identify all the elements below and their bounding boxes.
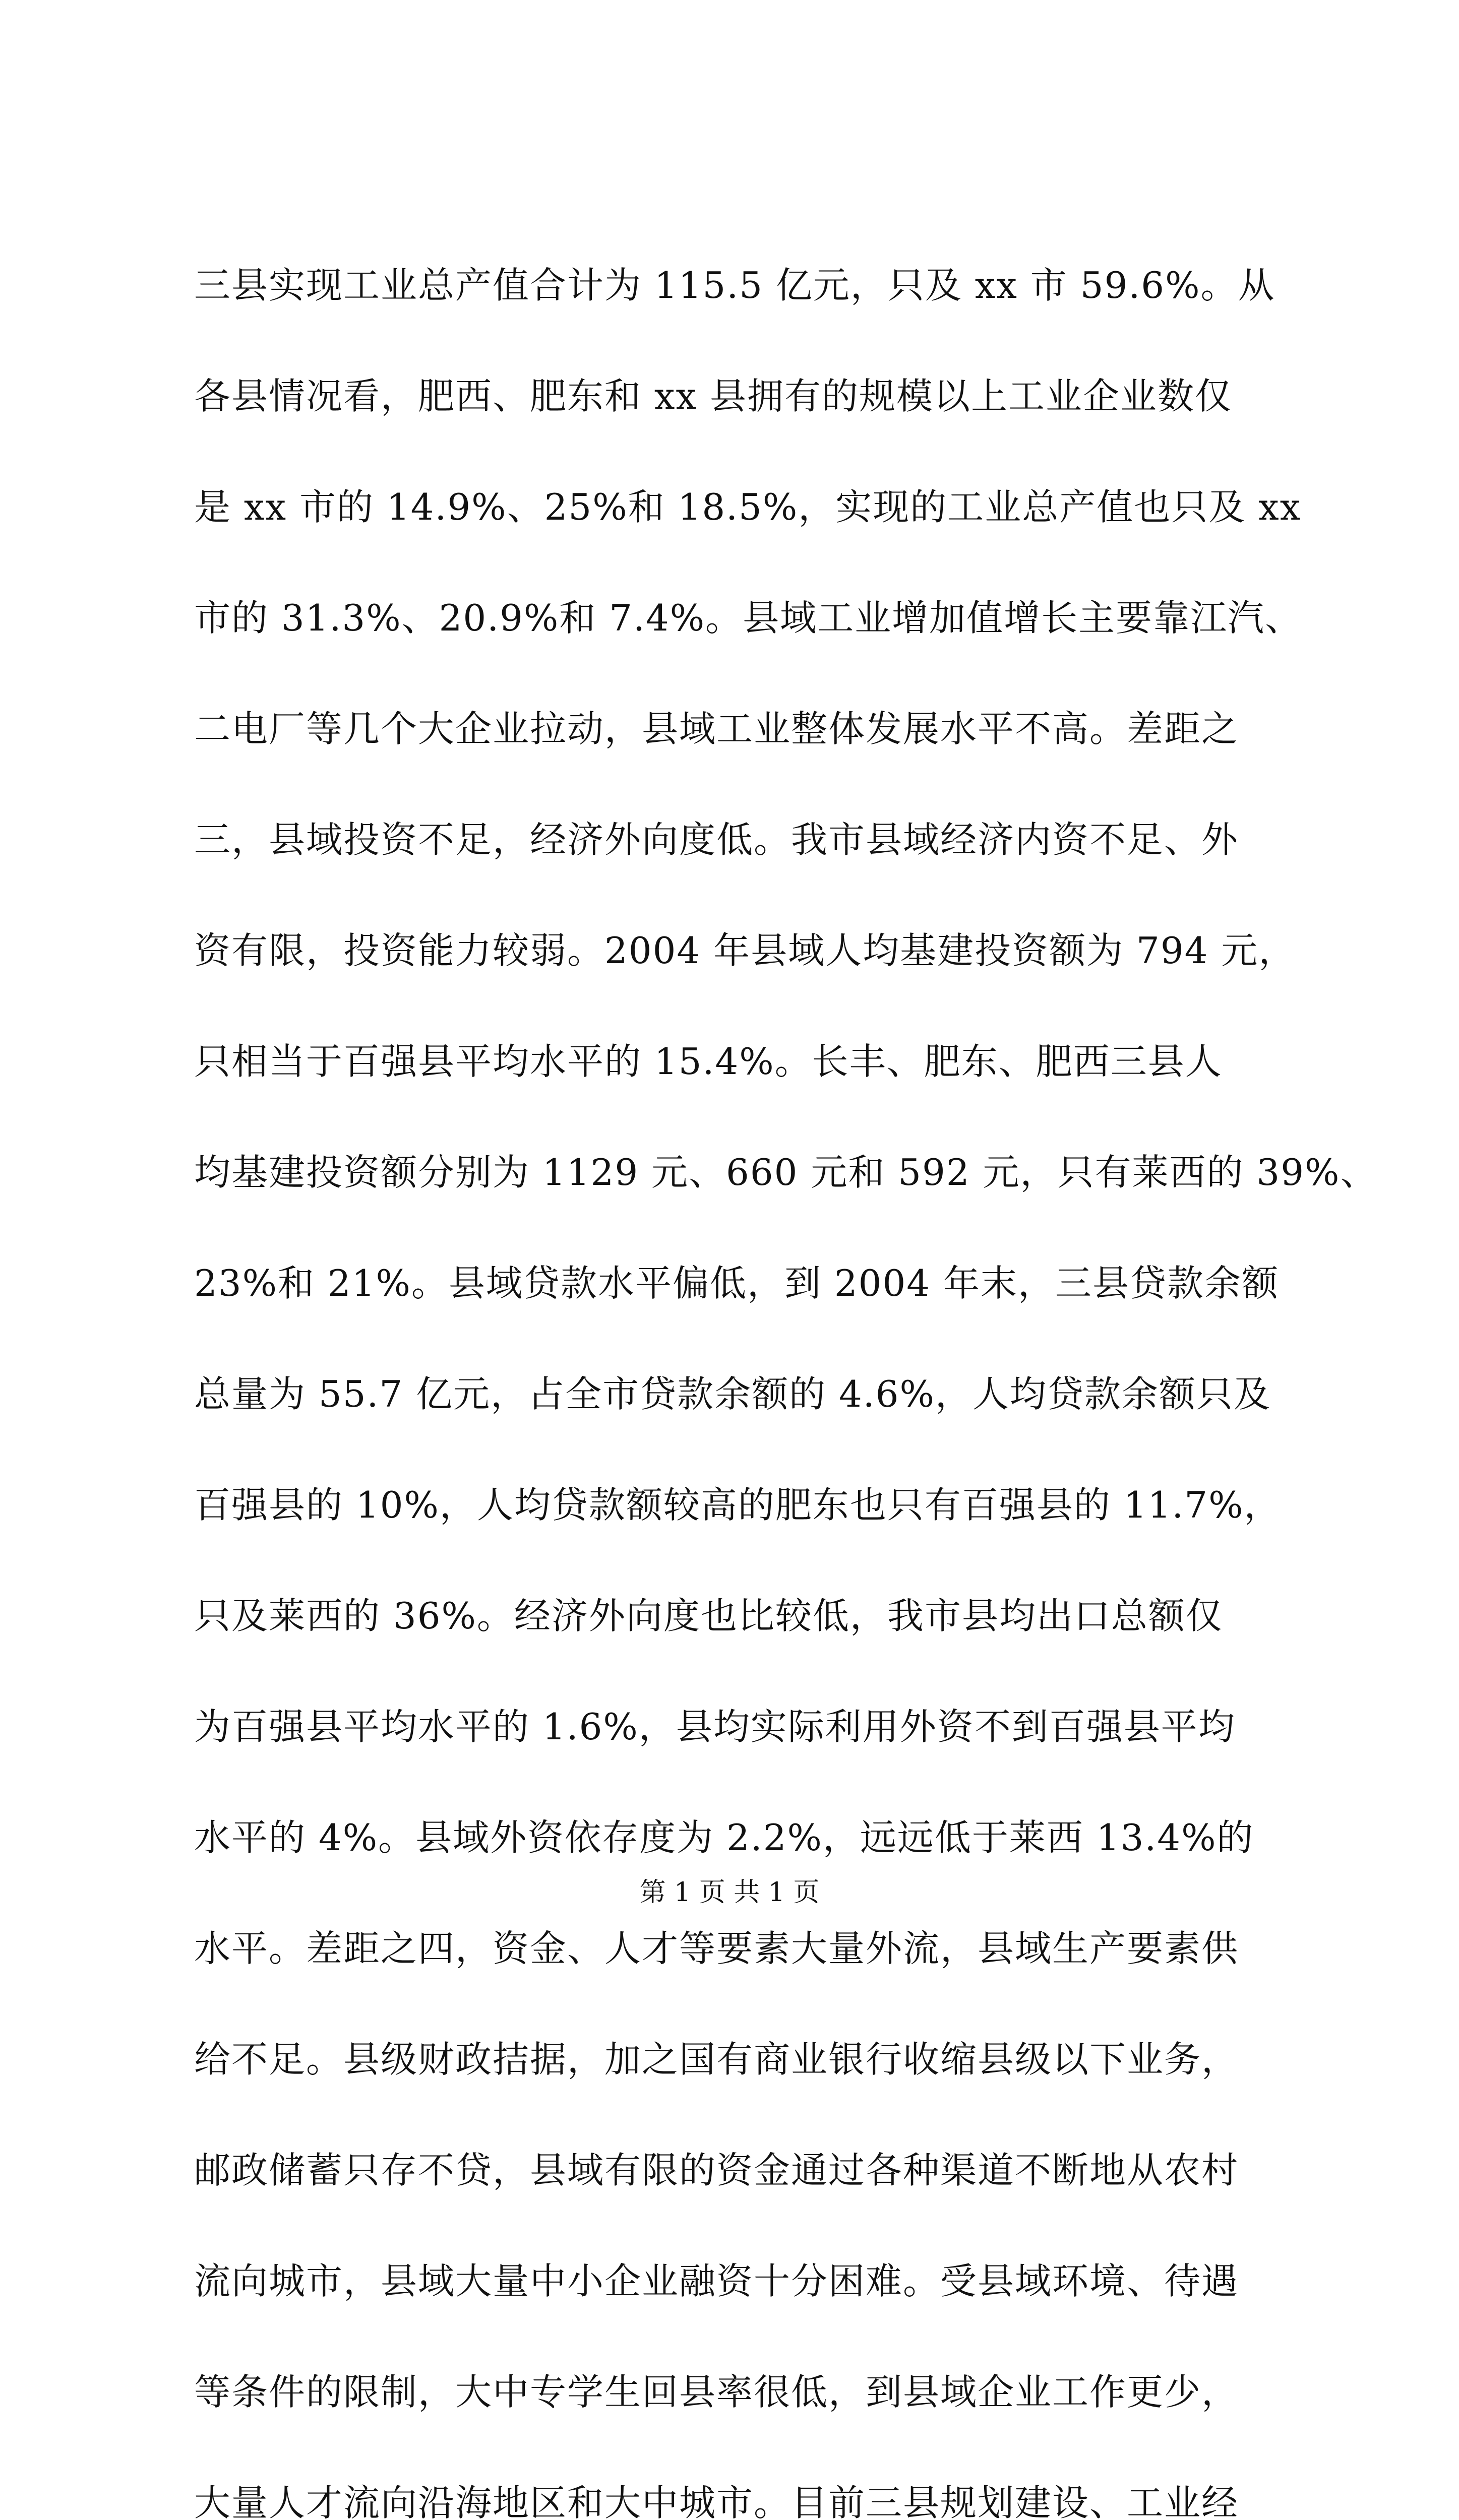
body-text — [194, 264, 1378, 2520]
text-line: 只相当于百强县平均水平的 15.4%。长丰、肥东、肥西三县人 — [194, 1040, 1223, 1083]
text-line: 资有限，投资能力较弱。2004 年县域人均基建投资额为 794 元， — [194, 929, 1296, 972]
text-line: 流向城市，县域大量中小企业融资十分困难。受县域环境、待遇 — [194, 2260, 1239, 2302]
text-line: 总量为 55.7 亿元，占全市贷款余额的 4.6%，人均贷款余额只及 — [194, 1373, 1271, 1415]
text-line: 只及莱西的 36%。经济外向度也比较低，我市县均出口总额仅 — [194, 1595, 1223, 1637]
text-line: 给不足。县级财政拮据，加之国有商业银行收缩县级以下业务， — [194, 2038, 1239, 2081]
text-line: 水平。差距之四，资金、人才等要素大量外流，县域生产要素供 — [194, 1927, 1239, 1970]
page-number-label: 第 1 页 共 1 页 — [639, 1877, 820, 1908]
text-line: 均基建投资额分别为 1129 元、660 元和 592 元，只有莱西的 39%、 — [194, 1151, 1378, 1193]
text-line: 等条件的限制，大中专学生回县率很低，到县域企业工作更少， — [194, 2371, 1239, 2413]
text-line: 邮政储蓄只存不贷，县域有限的资金通过各种渠道不断地从农村 — [194, 2149, 1239, 2191]
text-line: 大量人才流向沿海地区和大中城市。目前三县规划建设、工业经 — [194, 2482, 1239, 2520]
text-line: 为百强县平均水平的 1.6%，县均实际利用外资不到百强县平均 — [194, 1706, 1236, 1748]
text-line: 三县实现工业总产值合计为 115.5 亿元，只及 xx 市 59.6%。从 — [194, 264, 1275, 306]
text-line: 二电厂等几个大企业拉动，县域工业整体发展水平不高。差距之 — [194, 708, 1239, 750]
text-line: 各县情况看，肥西、肥东和 xx 县拥有的规模以上工业企业数仅 — [194, 375, 1232, 417]
page-footer — [0, 1877, 1459, 1908]
text-line: 23%和 21%。县域贷款水平偏低，到 2004 年末，三县贷款余额 — [194, 1262, 1279, 1304]
text-line: 三，县域投资不足，经济外向度低。我市县域经济内资不足、外 — [194, 818, 1239, 861]
text-line: 是 xx 市的 14.9%、25%和 18.5%，实现的工业总产值也只及 xx — [194, 486, 1302, 528]
text-line: 百强县的 10%，人均贷款额较高的肥东也只有百强县的 11.7%， — [194, 1484, 1282, 1526]
text-line: 水平的 4%。县域外资依存度为 2.2%，远远低于莱西 13.4%的 — [194, 1816, 1254, 1859]
text-line: 市的 31.3%、20.9%和 7.4%。县域工业增加值增长主要靠江汽、 — [194, 597, 1303, 639]
